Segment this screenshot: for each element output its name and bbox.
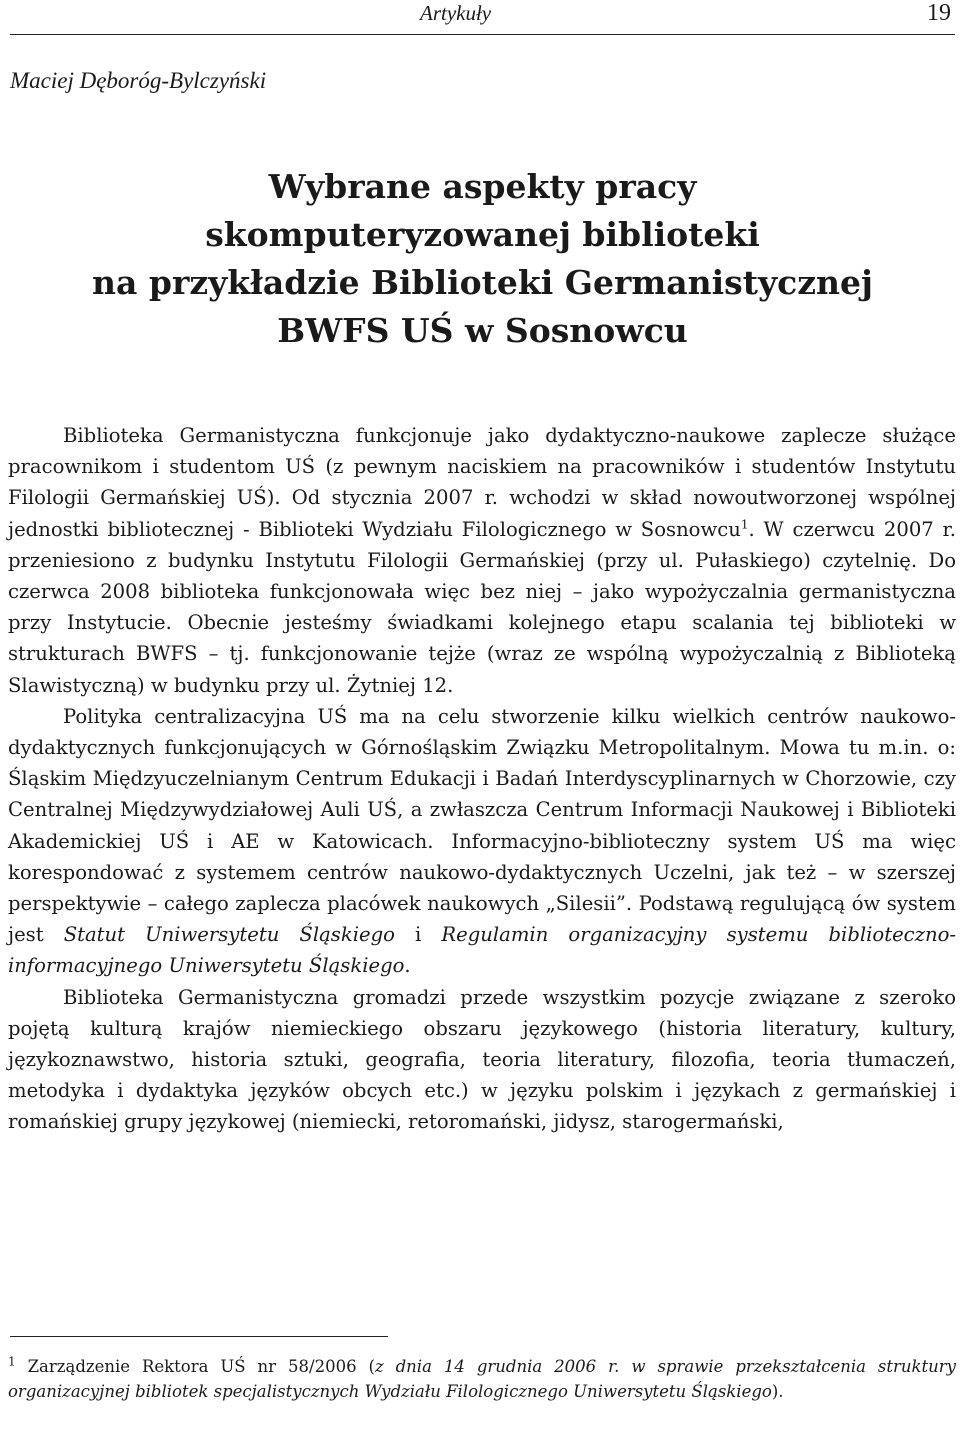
section-name: Artykuły — [420, 1, 492, 25]
paragraph-2-text-a: Polityka centralizacyjna UŚ ma na celu stworzenie kilku wielkich centrów naukowo-dydaktycznych funkcjonujących w Górnośląskim Związku Metropolitalnym. Mowa tu m.in. o: Śląskim Międzyuczelnianym Centrum Edukacji i Badań Interdyscyplinarnych w Chorzowie, czy Centralnej Międzywydziałowej Auli UŚ, a zwłaszcza Centrum Informacji Naukowej i Biblioteki Akademickiej UŚ i AE w Katowicach. Informacyjno-biblioteczny system UŚ ma więc korespondować z systemem centrów naukowo-dydaktycznych Uczelni, jak też – w szerszej perspektywie – całego zaplecza placówek naukowych „Silesii”. Podstawą regulującą ów system jest — [8, 704, 956, 947]
running-header — [10, 0, 955, 35]
footnote — [8, 1354, 956, 1404]
paragraph-2-end: . — [404, 954, 411, 978]
paragraph-2 — [8, 701, 956, 982]
paragraph-1-text-a: Biblioteka Germanistyczna funkcjonuje jako dydaktyczno-naukowe zaplecze służące pracownikom i studentom UŚ (z pewnym naciskiem na pracowników i studentów Instytutu Filologii Germańskiej UŚ). Od stycznia 2007 r. wchodzi w skład nowoutworzonej wspólnej jednostki bibliotecznej - Biblioteki Wydziału Filologicznego w Sosnowcu — [8, 424, 956, 541]
footnote-text-a: Zarządzenie Rektora UŚ nr 58/2006 ( — [15, 1357, 375, 1376]
page-number: 19 — [927, 0, 951, 26]
author-name: Maciej Dęboróg-Bylczyński — [10, 68, 267, 93]
footnote-reference[interactable]: 1 — [740, 517, 749, 532]
footnote-divider — [10, 1336, 388, 1337]
article-body — [8, 420, 956, 1138]
title-line-3: na przykładzie Biblioteki Germanistycznej — [92, 263, 873, 302]
paragraph-3: Biblioteka Germanistyczna gromadzi przede wszystkim pozycje związane z szeroko pojętą kulturą krajów niemieckiego obszaru językowego (historia literatury, kultury, językoznawstwo, historia sztuki, geografia, teoria literatury, filozofia, teoria tłumaczeń, metodyka i dydaktyka języków obcych etc.) w języku polskim i językach z germańskiej i romańskiej grupy językowej (niemiecki, retoromański, jidysz, starogermański, — [8, 985, 956, 1134]
article-title — [10, 163, 955, 355]
regulation-title: Regulamin organizacyjny systemu biblioteczno-informacyjnego Uniwersytetu Śląskiego — [8, 923, 956, 978]
paragraph-1 — [8, 420, 956, 701]
footnote-text-italic: z dnia 14 grudnia 2006 r. w sprawie przekształcenia struktury organizacyjnej bibliotek specjalistycznych Wydziału Filologicznego Uniwersytetu Śląskiego — [8, 1357, 956, 1401]
footnote-mark: 1 — [8, 1354, 16, 1369]
statute-title: Statut Uniwersytetu Śląskiego — [63, 923, 395, 947]
paragraph-1-text-b: . W czerwcu 2007 r. przeniesiono z budynku Instytutu Filologii Germańskiej (przy ul. Pułaskiego) czytelnię. Do czerwca 2008 biblioteka funkcjonowała więc bez niej – jako wypożyczalnia germanistyczna przy Instytucie. Obecnie jesteśmy świadkami kolejnego etapu scalania tej biblioteki w strukturach BWFS – tj. funkcjonowanie tejże (wraz ze wspólną wypożyczalnią z Biblioteką Slawistyczną) w budynku przy ul. Żytniej 12. — [8, 517, 956, 697]
title-line-4: BWFS UŚ w Sosnowcu — [277, 311, 688, 350]
footnote-text-b: ). — [771, 1382, 784, 1401]
title-line-2: skomputeryzowanej biblioteki — [205, 215, 760, 254]
title-line-1: Wybrane aspekty pracy — [268, 167, 697, 206]
paragraph-2-conjunction: i — [394, 923, 442, 947]
